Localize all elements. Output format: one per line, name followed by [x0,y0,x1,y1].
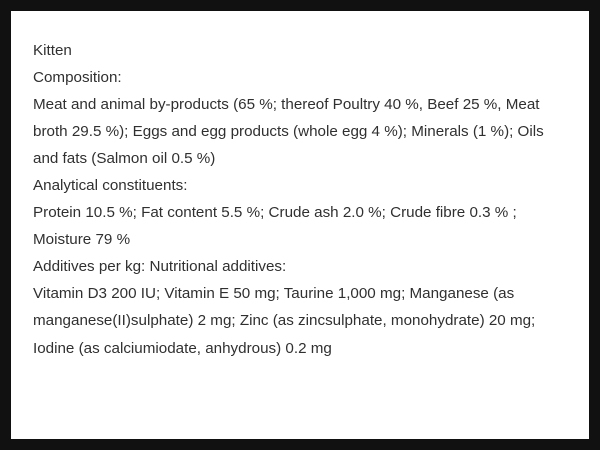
label-line-composition-details: Meat and animal by-products (65 %; thereof Poultry 40 %, Beef 25 %, Meat broth 29.5 %); Eggs and egg products (whole egg 4 %); Minerals (1 %); Oils and fats (Salmon oil 0.5 %) [33,96,548,168]
label-text-block [33,37,567,362]
label-line-composition-heading: Composition: [33,69,122,87]
label-line-analytical-heading: Analytical constituents: [33,177,188,195]
label-line-additives-details: Vitamin D3 200 IU; Vitamin E 50 mg; Taurine 1,000 mg; Manganese (as manganese(II)sulphate) 2 mg; Zinc (as zincsulphate, monohydrate) 20 mg; Iodine (as calciumiodate, anhydrous) 0.2 mg [33,285,540,357]
label-line-additives-heading: Additives per kg: Nutritional additives: [33,258,287,276]
label-line-product-name: Kitten [33,42,72,59]
label-line-analytical-details: Protein 10.5 %; Fat content 5.5 %; Crude ash 2.0 %; Crude fibre 0.3 % ; Moisture 79 % [33,204,521,249]
